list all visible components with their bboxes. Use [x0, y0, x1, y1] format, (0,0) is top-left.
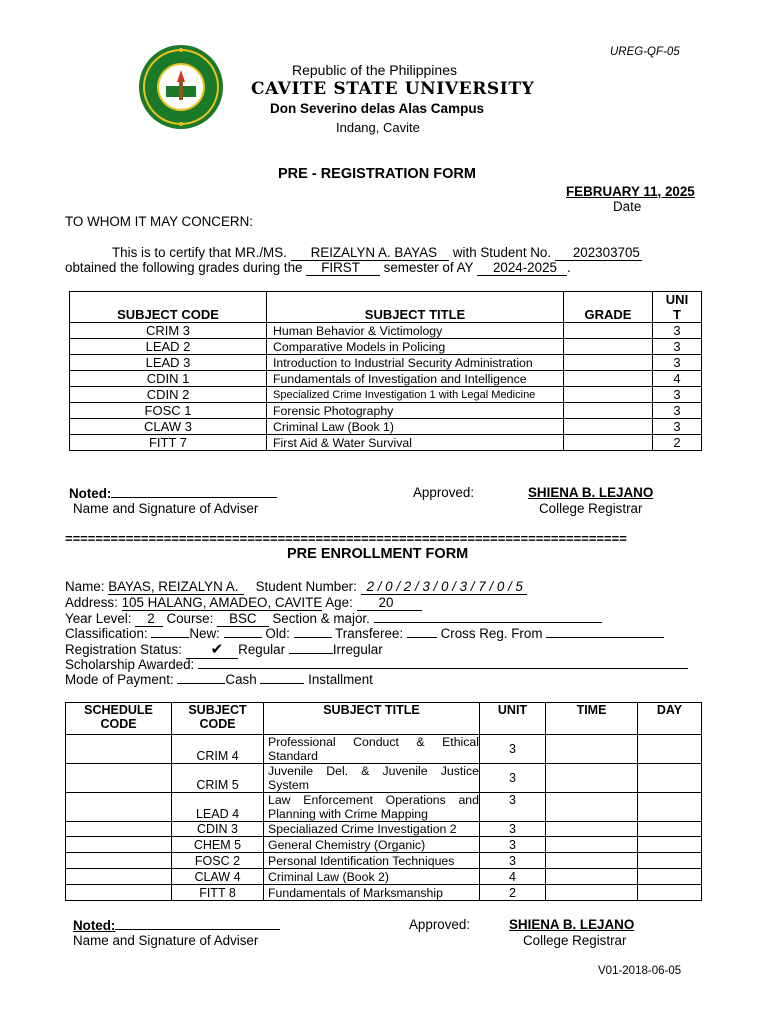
name-field[interactable]: BAYAS, REIZALYN A.: [108, 579, 244, 595]
unit-cell: 3: [480, 764, 546, 793]
col-unit: [653, 292, 702, 323]
col-day: DAY: [638, 703, 702, 735]
grade-cell[interactable]: [564, 355, 653, 371]
subject-code: FITT 7: [70, 435, 267, 451]
schedule-code-cell[interactable]: [66, 885, 172, 901]
installment-label: Installment: [308, 672, 373, 687]
day-cell[interactable]: [638, 735, 702, 764]
approved-label-2: Approved:: [409, 917, 471, 932]
payment-label: Mode of Payment:: [65, 672, 174, 687]
separator: ==========================================================================: [65, 531, 627, 546]
cross-reg-field[interactable]: [546, 625, 664, 638]
col-schedule-code: [66, 703, 172, 735]
subject-code: CDIN 1: [70, 371, 267, 387]
day-cell[interactable]: [638, 837, 702, 853]
time-cell[interactable]: [546, 869, 638, 885]
subject-title: Criminal Law (Book 1): [267, 419, 564, 435]
table-row: [66, 885, 702, 901]
schedule-code-cell[interactable]: [66, 853, 172, 869]
grade-cell[interactable]: [564, 387, 653, 403]
subject-code: CLAW 3: [70, 419, 267, 435]
time-cell[interactable]: [546, 764, 638, 793]
transferee-field[interactable]: [407, 625, 437, 638]
date-label: Date: [613, 199, 642, 214]
col-subject-title: SUBJECT TITLE: [264, 703, 480, 735]
subject-title: Personal Identification Techniques: [264, 853, 480, 869]
regular-label: Regular: [238, 642, 286, 657]
subject-code: CRIM 3: [70, 323, 267, 339]
schedule-code-cell[interactable]: [66, 869, 172, 885]
form-code: UREG-QF-05: [610, 46, 680, 58]
ay-field[interactable]: 2024-2025: [477, 260, 567, 276]
obtained-line: [65, 260, 571, 275]
certify-line: [112, 245, 642, 260]
adviser-signature-field-2[interactable]: [115, 917, 280, 930]
subject-code: FOSC 2: [172, 853, 264, 869]
col-unit-line2: T: [673, 307, 681, 322]
reg-status-label: Registration Status:: [65, 642, 182, 657]
table-row: [70, 371, 702, 387]
grade-cell[interactable]: [564, 419, 653, 435]
pre-registration-title: PRE - REGISTRATION FORM: [278, 166, 476, 182]
table-row: [70, 403, 702, 419]
subject-title: Juvenile Del. & Juvenile Justice System: [264, 764, 480, 793]
approved-label: Approved:: [413, 485, 475, 500]
unit-cell: 3: [480, 837, 546, 853]
noted-line-2: [73, 917, 280, 933]
day-cell[interactable]: [638, 869, 702, 885]
unit-cell: 3: [653, 419, 702, 435]
subject-title: Criminal Law (Book 2): [264, 869, 480, 885]
semester-label: semester of AY: [383, 260, 474, 275]
table-row: [66, 735, 702, 764]
enrollment-table: [65, 702, 702, 901]
student-no-label: with Student No.: [452, 245, 552, 260]
subject-title: First Aid & Water Survival: [267, 435, 564, 451]
course-label: Course:: [166, 611, 214, 626]
col-subject-line2: CODE: [199, 717, 236, 731]
payment-line: [65, 671, 373, 687]
student-number-label: Student Number:: [255, 579, 357, 594]
name-line: [65, 579, 527, 594]
campus-name: Don Severino delas Alas Campus: [270, 101, 485, 116]
unit-cell: 3: [480, 853, 546, 869]
grade-cell[interactable]: [564, 371, 653, 387]
transferee-label: Transferee:: [335, 626, 404, 641]
table-row: [66, 869, 702, 885]
subject-title: Comparative Models in Policing: [267, 339, 564, 355]
unit-cell: 3: [480, 793, 546, 822]
ay-period: .: [566, 260, 571, 275]
time-cell[interactable]: [546, 885, 638, 901]
col-subject-line1: SUBJECT: [188, 703, 247, 717]
noted-label: Noted:: [69, 486, 112, 501]
noted-line: [69, 485, 277, 501]
unit-cell: 3: [480, 822, 546, 837]
table-row: [66, 793, 702, 822]
subject-code: LEAD 4: [172, 793, 264, 822]
classification-line: [65, 625, 664, 641]
new-field[interactable]: [224, 625, 262, 638]
time-cell[interactable]: [546, 822, 638, 837]
subject-title: Specialiazed Crime Investigation 2: [264, 822, 480, 837]
unit-cell: 2: [653, 435, 702, 451]
subject-code: CRIM 4: [172, 735, 264, 764]
subject-title: Fundamentals of Investigation and Intelligence: [267, 371, 564, 387]
grades-table: [69, 291, 702, 451]
day-cell[interactable]: [638, 822, 702, 837]
classification-label: Classification:: [65, 626, 148, 641]
adviser-signature-field[interactable]: [111, 485, 277, 498]
subject-title: Human Behavior & Victimology: [267, 323, 564, 339]
table-row: [70, 387, 702, 403]
time-cell[interactable]: [546, 853, 638, 869]
grade-cell[interactable]: [564, 339, 653, 355]
university-name: CAVITE STATE UNIVERSITY: [251, 79, 535, 99]
obtained-prefix: obtained the following grades during the: [65, 260, 303, 275]
scholarship-label: Scholarship Awarded:: [65, 657, 195, 672]
schedule-code-cell[interactable]: [66, 822, 172, 837]
version-code: V01-2018-06-05: [598, 965, 682, 977]
grade-cell[interactable]: [564, 323, 653, 339]
subject-code: CDIN 2: [70, 387, 267, 403]
day-cell[interactable]: [638, 764, 702, 793]
day-cell[interactable]: [638, 853, 702, 869]
table-row: [70, 323, 702, 339]
day-cell[interactable]: [638, 885, 702, 901]
year-level-label: Year Level:: [65, 611, 132, 626]
col-subject-code: [172, 703, 264, 735]
year-course-line: [65, 610, 602, 626]
registrar-name: SHIENA B. LEJANO: [528, 485, 654, 500]
address-line: [65, 595, 422, 610]
adviser-label-2: Name and Signature of Adviser: [73, 933, 259, 948]
unit-cell: 3: [653, 403, 702, 419]
address-label: Address:: [65, 595, 118, 610]
col-grade: GRADE: [564, 292, 653, 323]
section-label: Section & major.: [272, 611, 370, 626]
name-label: Name:: [65, 579, 105, 594]
old-field[interactable]: [294, 625, 332, 638]
subject-code: FOSC 1: [70, 403, 267, 419]
subject-code: CHEM 5: [172, 837, 264, 853]
scholarship-field[interactable]: [198, 656, 688, 669]
regular-checkmark-icon[interactable]: ✔: [186, 641, 239, 659]
semester-field[interactable]: FIRST: [306, 260, 380, 276]
col-schedule-line2: CODE: [100, 717, 137, 731]
registrar-title-2: College Registrar: [523, 933, 627, 948]
cash-label: Cash: [225, 672, 257, 687]
subject-title: Law Enforcement Operations and Planning with Crime Mapping: [264, 793, 480, 822]
installment-field[interactable]: [260, 671, 304, 684]
subject-code: CLAW 4: [172, 869, 264, 885]
time-cell[interactable]: [546, 735, 638, 764]
col-time: TIME: [546, 703, 638, 735]
subject-title: Forensic Photography: [267, 403, 564, 419]
table-row: [70, 419, 702, 435]
table-row: [66, 837, 702, 853]
year-level-field[interactable]: 2: [135, 611, 162, 627]
irregular-label: Irregular: [332, 642, 383, 657]
unit-cell: 2: [480, 885, 546, 901]
irregular-field[interactable]: [289, 641, 333, 654]
salutation: TO WHOM IT MAY CONCERN:: [65, 214, 253, 229]
subject-title: Fundamentals of Marksmanship: [264, 885, 480, 901]
old-label: Old:: [265, 626, 290, 641]
col-subject-title: SUBJECT TITLE: [267, 292, 564, 323]
unit-cell: 3: [653, 339, 702, 355]
student-number-field[interactable]: 2 / 0 / 2 / 3 / 0 / 3 / 7 / 0 / 5: [361, 579, 527, 595]
university-seal-icon: [138, 44, 224, 130]
col-schedule-line1: SCHEDULE: [84, 703, 153, 717]
pre-enrollment-title: PRE ENROLLMENT FORM: [287, 546, 469, 562]
subject-code: CRIM 5: [172, 764, 264, 793]
classification-field[interactable]: [151, 625, 189, 638]
col-unit: UNIT: [480, 703, 546, 735]
unit-cell: 3: [653, 323, 702, 339]
unit-cell: 4: [480, 869, 546, 885]
table-row: [66, 764, 702, 793]
unit-cell: 3: [480, 735, 546, 764]
subject-title: Introduction to Industrial Security Administration: [267, 355, 564, 371]
registrar-name-2: SHIENA B. LEJANO: [509, 917, 635, 932]
table-row: [66, 853, 702, 869]
time-cell[interactable]: [546, 837, 638, 853]
table-row: [70, 339, 702, 355]
registrar-title: College Registrar: [539, 501, 643, 516]
col-subject-code: SUBJECT CODE: [70, 292, 267, 323]
unit-cell: 4: [653, 371, 702, 387]
new-label: New:: [189, 626, 220, 641]
scholarship-line: [65, 656, 688, 672]
age-label: Age:: [325, 595, 353, 610]
noted-label-2: Noted:: [73, 918, 116, 933]
address-field[interactable]: 105 HALANG, AMADEO, CAVITE: [121, 595, 323, 610]
unit-cell: 3: [653, 387, 702, 403]
time-cell[interactable]: [546, 793, 638, 822]
subject-code: LEAD 3: [70, 355, 267, 371]
date-value: FEBRUARY 11, 2025: [566, 184, 695, 199]
course-field[interactable]: BSC: [217, 611, 269, 627]
subject-title: General Chemistry (Organic): [264, 837, 480, 853]
subject-code: CDIN 3: [172, 822, 264, 837]
table-row: [70, 355, 702, 371]
subject-code: LEAD 2: [70, 339, 267, 355]
table-row: [66, 822, 702, 837]
grade-cell[interactable]: [564, 435, 653, 451]
subject-title: Professional Conduct & Ethical Standard: [264, 735, 480, 764]
day-cell[interactable]: [638, 793, 702, 822]
subject-title: Specialized Crime Investigation 1 with Legal Medicine: [267, 387, 564, 403]
schedule-code-cell[interactable]: [66, 837, 172, 853]
grade-cell[interactable]: [564, 403, 653, 419]
section-field[interactable]: [374, 610, 602, 623]
unit-cell: 3: [653, 355, 702, 371]
cash-field[interactable]: [177, 671, 225, 684]
schedule-code-cell[interactable]: [66, 764, 172, 793]
student-no-field[interactable]: 202303705: [555, 245, 642, 261]
col-unit-line1: UNI: [665, 292, 689, 307]
schedule-code-cell[interactable]: [66, 735, 172, 764]
schedule-code-cell[interactable]: [66, 793, 172, 822]
republic-text: Republic of the Philippines: [292, 62, 457, 78]
subject-code: FITT 8: [172, 885, 264, 901]
table-row: [70, 435, 702, 451]
age-field[interactable]: 20: [357, 595, 423, 611]
campus-location: Indang, Cavite: [336, 120, 420, 135]
certify-prefix: This is to certify that MR./MS.: [112, 245, 287, 260]
student-name-field[interactable]: REIZALYN A. BAYAS: [291, 245, 450, 261]
adviser-label: Name and Signature of Adviser: [73, 501, 259, 516]
cross-reg-label: Cross Reg. From: [440, 626, 543, 641]
